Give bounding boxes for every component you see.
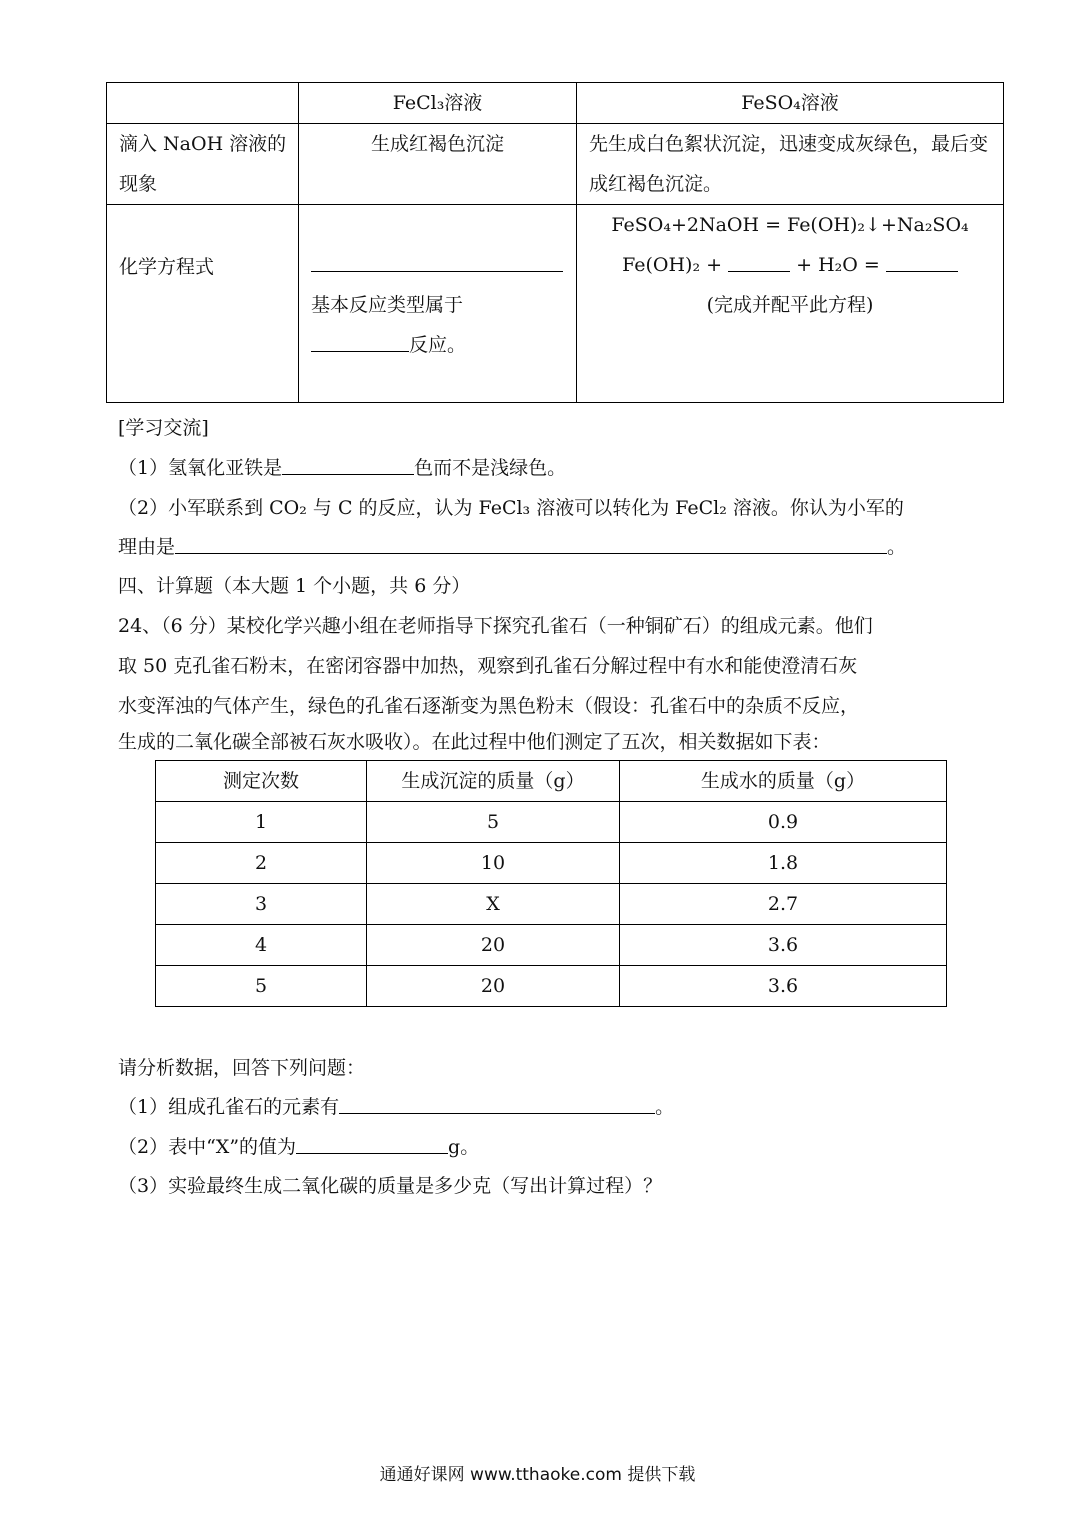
table1-header-feso4: FeSO₄溶液 xyxy=(577,83,1004,124)
equation-2-part-a: Fe(OH)₂ + xyxy=(622,254,723,276)
table-row xyxy=(156,802,947,843)
answer-blank-reason[interactable] xyxy=(175,552,887,554)
answer-blank-x-value[interactable] xyxy=(296,1152,448,1154)
table2-cell: 20 xyxy=(367,925,620,966)
table2-cell: 1.8 xyxy=(620,843,947,884)
table2-cell: 5 xyxy=(367,802,620,843)
answer-blank-elements[interactable] xyxy=(339,1112,655,1114)
question-1-prefix: （1）组成孔雀石的元素有 xyxy=(118,1096,340,1118)
equation-2-part-b: + H₂O = xyxy=(796,254,880,276)
table2-cell: 0.9 xyxy=(620,802,947,843)
table1-row1-fecl3: 生成红褐色沉淀 xyxy=(299,124,577,205)
exchange-q2-suffix: 。 xyxy=(887,536,907,558)
answer-blank-reaction-type[interactable] xyxy=(311,350,409,352)
table1-row2-fecl3 xyxy=(299,205,577,403)
table2-cell: 3 xyxy=(156,884,367,925)
table2-cell: 2.7 xyxy=(620,884,947,925)
answer-blank-equation[interactable] xyxy=(311,270,563,272)
question-3: （3）实验最终生成二氧化碳的质量是多少克（写出计算过程）？ xyxy=(118,1175,663,1197)
problem-line-4: 生成的二氧化碳全部被石灰水吸收）。在此过程中他们测定了五次，相关数据如下表： xyxy=(118,731,831,753)
problem-line-2: 取 50 克孔雀石粉末，在密闭容器中加热，观察到孔雀石分解过程中有水和能使澄清石灰 xyxy=(118,655,858,677)
table2-header: 生成水的质量（g） xyxy=(620,761,947,802)
questions-intro: 请分析数据，回答下列问题： xyxy=(118,1057,366,1079)
measurement-table xyxy=(155,760,947,1007)
table1-row2-label: 化学方程式 xyxy=(107,205,299,403)
table1-row1-label: 滴入 NaOH 溶液的现象 xyxy=(107,124,299,205)
table-row xyxy=(156,884,947,925)
reaction-type-prefix: 基本反应类型属于 xyxy=(311,294,464,316)
table1-row1-feso4: 先生成白色絮状沉淀，迅速变成灰绿色，最后变成红褐色沉淀。 xyxy=(577,124,1004,205)
footer-credit: 通通好课网 www.tthaoke.com 提供下载 xyxy=(379,1465,696,1485)
table2-cell: 10 xyxy=(367,843,620,884)
problem-line-3: 水变浑浊的气体产生，绿色的孔雀石逐渐变为黑色粉末（假设：孔雀石中的杂质不反应， xyxy=(118,695,860,717)
reaction-type-suffix: 反应。 xyxy=(409,334,467,356)
question-2-suffix: g。 xyxy=(448,1136,480,1158)
question-1 xyxy=(118,1087,674,1127)
table2-cell: 4 xyxy=(156,925,367,966)
exchange-q2-prefix: 理由是 xyxy=(118,536,176,558)
answer-blank-color[interactable] xyxy=(282,473,414,475)
table2-cell: X xyxy=(367,884,620,925)
question-1-suffix: 。 xyxy=(655,1096,675,1118)
reaction-table xyxy=(106,82,1004,403)
question-2-prefix: （2）表中“X”的值为 xyxy=(118,1136,297,1158)
table2-cell: 5 xyxy=(156,966,367,1007)
table2-header: 生成沉淀的质量（g） xyxy=(367,761,620,802)
table2-cell: 20 xyxy=(367,966,620,1007)
exchange-heading: [学习交流] xyxy=(118,417,209,439)
answer-blank-product[interactable] xyxy=(886,270,958,272)
table1-header-empty xyxy=(107,83,299,124)
table2-cell: 1 xyxy=(156,802,367,843)
exchange-q1-suffix: 色而不是浅绿色。 xyxy=(414,457,567,479)
exchange-q2-line1: （2）小军联系到 CO₂ 与 C 的反应，认为 FeCl₃ 溶液可以转化为 FeCl₂ 溶液。你认为小军的 xyxy=(118,497,904,519)
table2-cell: 3.6 xyxy=(620,966,947,1007)
table1-row2-feso4 xyxy=(577,205,1004,403)
section4-heading: 四、计算题（本大题 1 个小题，共 6 分） xyxy=(118,575,471,597)
table2-header: 测定次数 xyxy=(156,761,367,802)
table2-cell: 2 xyxy=(156,843,367,884)
equation-note: (完成并配平此方程) xyxy=(706,294,874,316)
table-row xyxy=(156,843,947,884)
exchange-q1 xyxy=(118,448,566,488)
exchange-q1-prefix: （1）氢氧化亚铁是 xyxy=(118,457,283,479)
answer-blank-reactant[interactable] xyxy=(728,270,790,272)
table-row xyxy=(156,925,947,966)
equation-1: FeSO₄+2NaOH = Fe(OH)₂↓+Na₂SO₄ xyxy=(611,214,969,236)
table1-header-fecl3: FeCl₃溶液 xyxy=(299,83,577,124)
exchange-q2-line2 xyxy=(118,527,906,567)
table2-cell: 3.6 xyxy=(620,925,947,966)
problem-line-1: 24、（6 分）某校化学兴趣小组在老师指导下探究孔雀石（一种铜矿石）的组成元素。他们 xyxy=(118,615,873,637)
question-2 xyxy=(118,1127,479,1167)
table-row xyxy=(156,966,947,1007)
